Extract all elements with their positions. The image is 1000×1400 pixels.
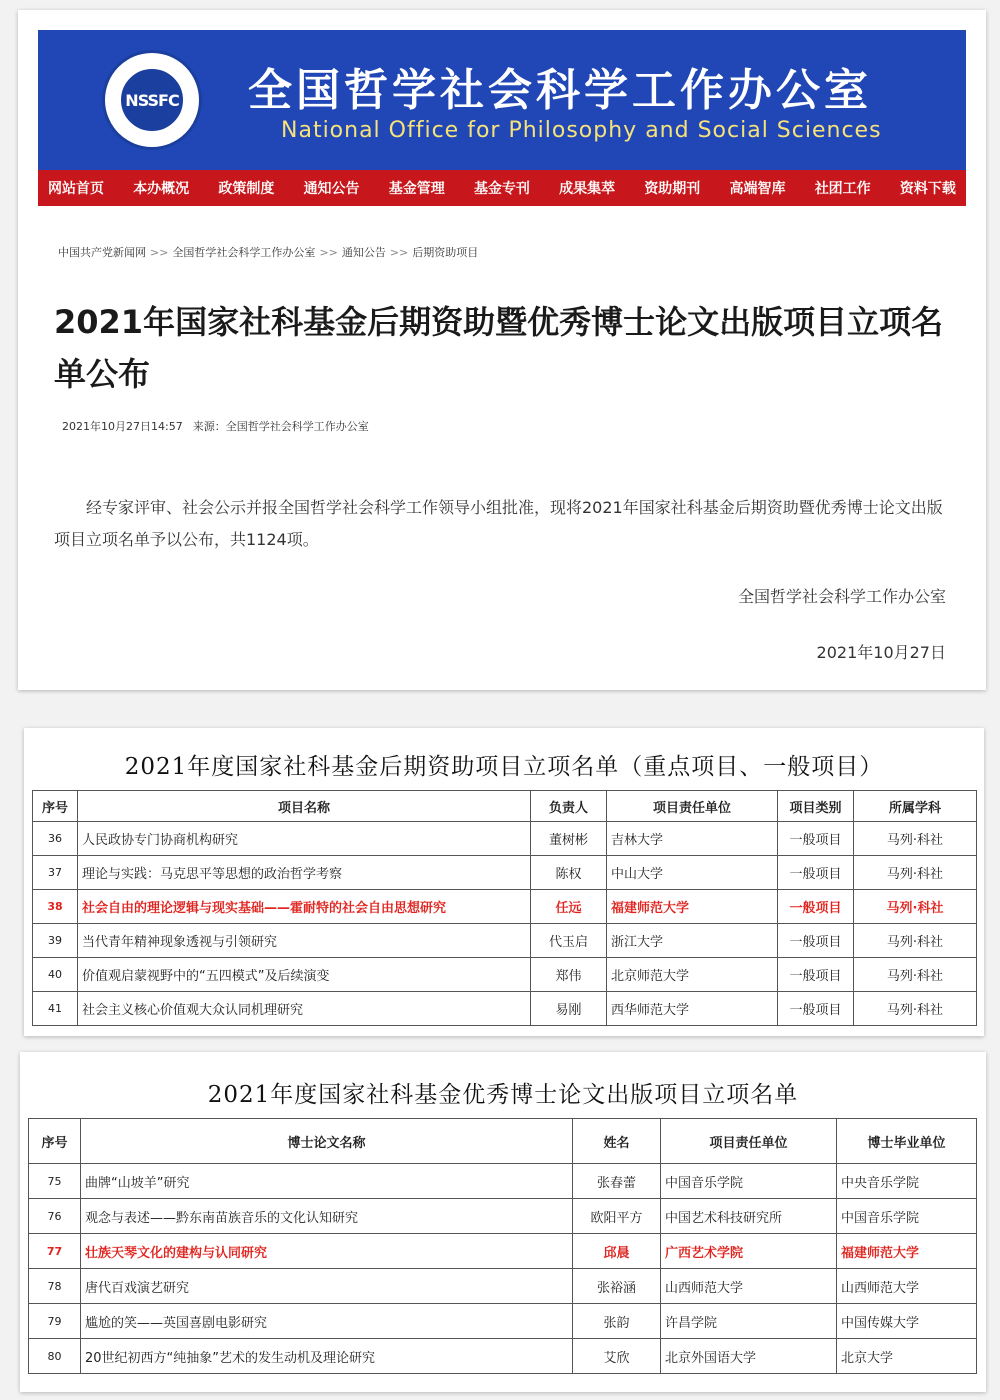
nssfc-logo bbox=[102, 50, 202, 150]
cell-category: 一般项目 bbox=[778, 924, 854, 958]
cell-name: 张春蕾 bbox=[573, 1164, 661, 1199]
article-title: 2021年国家社科基金后期资助暨优秀博士论文出版项目立项名单公布 bbox=[54, 303, 944, 393]
cell-leader: 易刚 bbox=[531, 992, 607, 1026]
article-source: 来源：全国哲学社会科学工作办公室 bbox=[192, 420, 369, 433]
signature-date: 2021年10月27日 bbox=[816, 643, 946, 662]
cell-category: 一般项目 bbox=[778, 822, 854, 856]
nav-item-policy[interactable]: 政策制度 bbox=[218, 181, 275, 197]
nav-item-societies[interactable]: 社团工作 bbox=[814, 181, 871, 197]
cell-category: 一般项目 bbox=[778, 958, 854, 992]
breadcrumb-link[interactable]: 通知公告 bbox=[341, 246, 386, 259]
cell-institution: 西华师范大学 bbox=[607, 992, 778, 1026]
table-row bbox=[33, 958, 977, 992]
nav-item-downloads[interactable]: 资料下载 bbox=[899, 181, 956, 197]
cell-thesis-name: 尴尬的笑——英国喜剧电影研究 bbox=[81, 1304, 573, 1339]
cell-graduation-unit: 中国传媒大学 bbox=[837, 1304, 977, 1339]
logo-emblem bbox=[119, 67, 185, 133]
table-row bbox=[29, 1199, 977, 1234]
cell-institution: 许昌学院 bbox=[661, 1304, 837, 1339]
cell-institution: 福建师范大学 bbox=[607, 890, 778, 924]
breadcrumb-separator: >> bbox=[150, 246, 169, 259]
article-body: 经专家评审、社会公示并报全国哲学社会科学工作领导小组批准，现将2021年国家社科基金后期资助暨优秀博士论文出版项目立项名单予以公布，共1124项。 bbox=[54, 498, 943, 549]
col-header-institution: 项目责任单位 bbox=[661, 1119, 837, 1164]
cell-thesis-name: 曲牌“山坡羊”研究 bbox=[81, 1164, 573, 1199]
cell-thesis-name: 壮族天琴文化的建构与认同研究 bbox=[81, 1234, 573, 1269]
article-card bbox=[18, 10, 986, 690]
cell-institution: 中国音乐学院 bbox=[661, 1164, 837, 1199]
nav-item-about[interactable]: 本办概况 bbox=[133, 181, 190, 197]
nav-item-home[interactable]: 网站首页 bbox=[48, 181, 104, 197]
cell-leader: 陈权 bbox=[531, 856, 607, 890]
nav-item-funded-journals[interactable]: 资助期刊 bbox=[644, 181, 701, 197]
nav-item-think-tanks[interactable]: 高端智库 bbox=[729, 181, 786, 197]
later-funding-table bbox=[32, 790, 977, 1026]
col-header-project-name: 项目名称 bbox=[78, 791, 531, 822]
cell-discipline: 马列·科社 bbox=[854, 958, 977, 992]
cell-index: 76 bbox=[29, 1199, 81, 1234]
cell-index: 36 bbox=[33, 822, 78, 856]
cell-graduation-unit: 中国音乐学院 bbox=[837, 1199, 977, 1234]
table-row bbox=[29, 1304, 977, 1339]
cell-project-name: 理论与实践：马克思平等思想的政治哲学考察 bbox=[78, 856, 531, 890]
table-row bbox=[33, 992, 977, 1026]
cell-institution: 北京外国语大学 bbox=[661, 1339, 837, 1374]
doctoral-thesis-table bbox=[28, 1118, 977, 1374]
table-row-highlighted bbox=[33, 890, 977, 924]
col-header-institution: 项目责任单位 bbox=[607, 791, 778, 822]
site-title: 全国哲学社会科学工作办公室 bbox=[248, 65, 872, 116]
nav-item-fund-management[interactable]: 基金管理 bbox=[388, 181, 445, 197]
cell-leader: 董树彬 bbox=[531, 822, 607, 856]
cell-discipline: 马列·科社 bbox=[854, 822, 977, 856]
table-card-doctoral-thesis bbox=[20, 1052, 986, 1392]
col-header-index: 序号 bbox=[33, 791, 78, 822]
breadcrumb-separator: >> bbox=[319, 246, 338, 259]
cell-discipline: 马列·科社 bbox=[854, 856, 977, 890]
table-row-highlighted bbox=[29, 1234, 977, 1269]
table-header-row bbox=[29, 1119, 977, 1164]
cell-name: 邱晨 bbox=[573, 1234, 661, 1269]
cell-category: 一般项目 bbox=[778, 856, 854, 890]
cell-discipline: 马列·科社 bbox=[854, 890, 977, 924]
cell-index: 80 bbox=[29, 1339, 81, 1374]
cell-institution: 中山大学 bbox=[607, 856, 778, 890]
nav-item-fund-journal[interactable]: 基金专刊 bbox=[473, 181, 530, 197]
cell-thesis-name: 唐代百戏演艺研究 bbox=[81, 1269, 573, 1304]
cell-institution: 北京师范大学 bbox=[607, 958, 778, 992]
cell-index: 39 bbox=[33, 924, 78, 958]
cell-project-name: 价值观启蒙视野中的“五四模式”及后续演变 bbox=[78, 958, 531, 992]
col-header-name: 姓名 bbox=[573, 1119, 661, 1164]
col-header-discipline: 所属学科 bbox=[854, 791, 977, 822]
cell-discipline: 马列·科社 bbox=[854, 924, 977, 958]
nav-item-notices[interactable]: 通知公告 bbox=[303, 181, 360, 197]
cell-index: 40 bbox=[33, 958, 78, 992]
cell-project-name: 当代青年精神现象透视与引领研究 bbox=[78, 924, 531, 958]
cell-discipline: 马列·科社 bbox=[854, 992, 977, 1026]
col-header-category: 项目类别 bbox=[778, 791, 854, 822]
col-header-index: 序号 bbox=[29, 1119, 81, 1164]
col-header-thesis-name: 博士论文名称 bbox=[81, 1119, 573, 1164]
breadcrumb bbox=[58, 244, 478, 260]
cell-institution: 浙江大学 bbox=[607, 924, 778, 958]
table-row bbox=[33, 856, 977, 890]
cell-graduation-unit: 山西师范大学 bbox=[837, 1269, 977, 1304]
cell-index: 77 bbox=[29, 1234, 81, 1269]
table-title: 2021年度国家社科基金优秀博士论文出版项目立项名单 bbox=[207, 1082, 799, 1108]
cell-graduation-unit: 中央音乐学院 bbox=[837, 1164, 977, 1199]
cell-thesis-name: 观念与表述——黔东南苗族音乐的文化认知研究 bbox=[81, 1199, 573, 1234]
cell-institution: 吉林大学 bbox=[607, 822, 778, 856]
table-title: 2021年度国家社科基金后期资助项目立项名单（重点项目、一般项目） bbox=[124, 754, 884, 780]
article-meta bbox=[62, 418, 369, 434]
site-subtitle: National Office for Philosophy and Social Sciences bbox=[281, 118, 882, 143]
table-card-later-funding bbox=[24, 728, 984, 1036]
table-row bbox=[29, 1164, 977, 1199]
nav-item-achievements[interactable]: 成果集萃 bbox=[559, 181, 616, 197]
cell-category: 一般项目 bbox=[778, 890, 854, 924]
table-header-row bbox=[33, 791, 977, 822]
logo-text: NSSFC bbox=[125, 91, 179, 110]
cell-index: 37 bbox=[33, 856, 78, 890]
cell-project-name: 人民政协专门协商机构研究 bbox=[78, 822, 531, 856]
cell-index: 79 bbox=[29, 1304, 81, 1339]
cell-thesis-name: 20世纪初西方“纯抽象”艺术的发生动机及理论研究 bbox=[81, 1339, 573, 1374]
breadcrumb-link[interactable]: 后期资助项目 bbox=[412, 246, 479, 259]
breadcrumb-link[interactable]: 中国共产党新闻网 bbox=[58, 246, 146, 259]
cell-name: 张裕涵 bbox=[573, 1269, 661, 1304]
cell-leader: 郑伟 bbox=[531, 958, 607, 992]
publish-datetime: 2021年10月27日14:57 bbox=[62, 420, 183, 433]
breadcrumb-link[interactable]: 全国哲学社会科学工作办公室 bbox=[172, 246, 316, 259]
cell-category: 一般项目 bbox=[778, 992, 854, 1026]
cell-institution: 广西艺术学院 bbox=[661, 1234, 837, 1269]
table-row bbox=[33, 822, 977, 856]
table-row bbox=[29, 1269, 977, 1304]
cell-graduation-unit: 福建师范大学 bbox=[837, 1234, 977, 1269]
site-header bbox=[38, 30, 966, 170]
cell-project-name: 社会自由的理论逻辑与现实基础——霍耐特的社会自由思想研究 bbox=[78, 890, 531, 924]
table-row bbox=[29, 1339, 977, 1374]
cell-leader: 任远 bbox=[531, 890, 607, 924]
table-row bbox=[33, 924, 977, 958]
signature-org: 全国哲学社会科学工作办公室 bbox=[737, 587, 946, 606]
cell-index: 41 bbox=[33, 992, 78, 1026]
cell-project-name: 社会主义核心价值观大众认同机理研究 bbox=[78, 992, 531, 1026]
cell-index: 38 bbox=[33, 890, 78, 924]
cell-name: 张韵 bbox=[573, 1304, 661, 1339]
col-header-graduation-unit: 博士毕业单位 bbox=[837, 1119, 977, 1164]
cell-index: 75 bbox=[29, 1164, 81, 1199]
cell-institution: 山西师范大学 bbox=[661, 1269, 837, 1304]
col-header-leader: 负责人 bbox=[531, 791, 607, 822]
cell-graduation-unit: 北京大学 bbox=[837, 1339, 977, 1374]
breadcrumb-separator: >> bbox=[389, 246, 409, 259]
cell-name: 艾欣 bbox=[573, 1339, 661, 1374]
cell-index: 78 bbox=[29, 1269, 81, 1304]
cell-name: 欧阳平方 bbox=[573, 1199, 661, 1234]
cell-leader: 代玉启 bbox=[531, 924, 607, 958]
cell-institution: 中国艺术科技研究所 bbox=[661, 1199, 837, 1234]
main-nav bbox=[38, 170, 966, 206]
